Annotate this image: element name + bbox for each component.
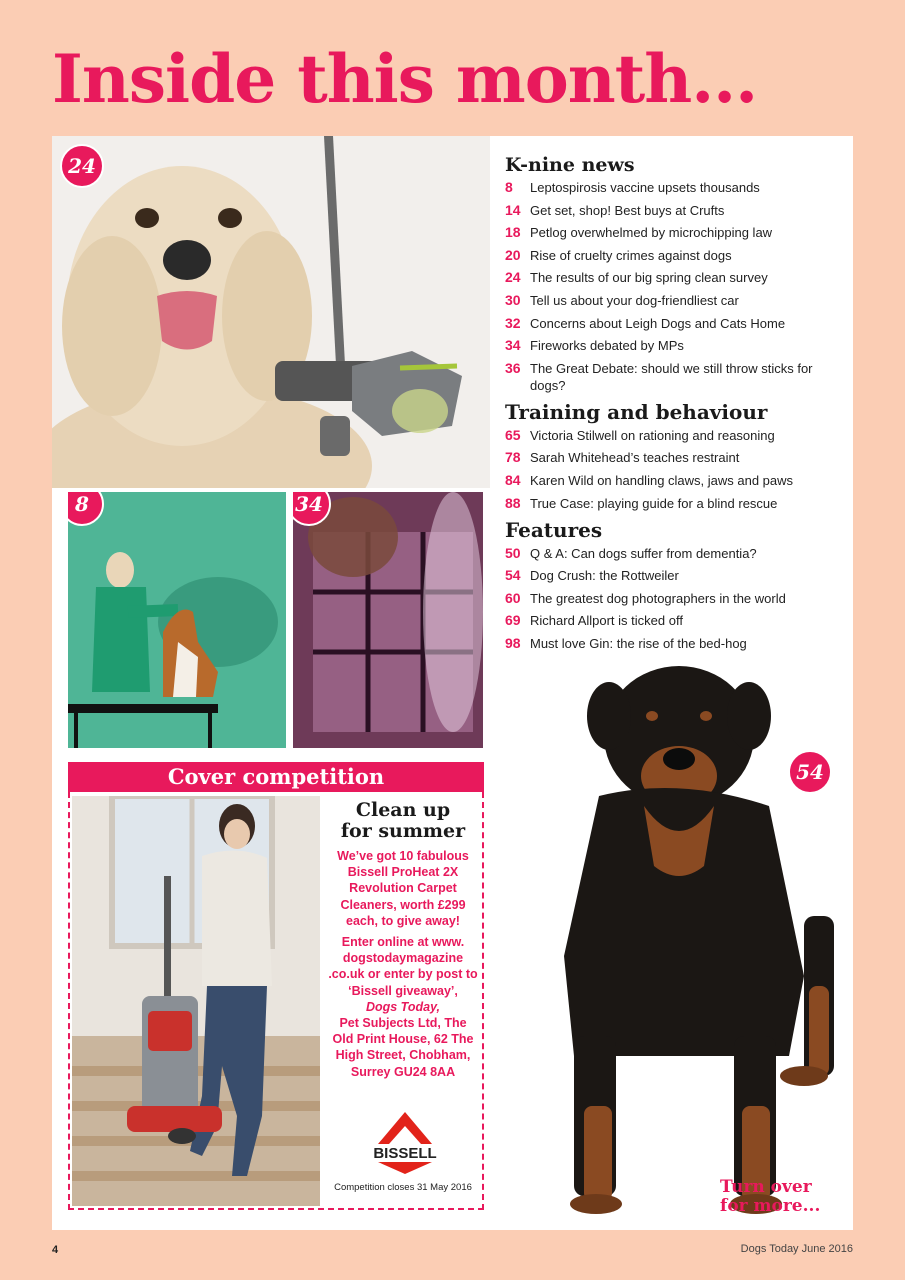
bissell-logo xyxy=(358,1112,452,1174)
competition-title-line1: Clean up xyxy=(355,799,451,821)
competition-title-line2: for summer xyxy=(340,820,466,842)
page-badge-8: 8 xyxy=(68,492,104,526)
toc-item[interactable] xyxy=(505,315,845,332)
toc-item[interactable] xyxy=(505,427,845,444)
toc-item-text: Get set, shop! Best buys at Crufts xyxy=(530,202,725,218)
toc-page-number: 98 xyxy=(505,634,521,651)
toc-page-number: 20 xyxy=(505,246,521,263)
page-badge-24: 24 xyxy=(60,144,104,188)
toc-item-text: True Case: playing guide for a blind rescue xyxy=(530,495,778,511)
toc-item-text: Tell us about your dog-friendliest car xyxy=(530,292,739,308)
toc-item[interactable] xyxy=(505,567,845,584)
toc-page-number: 60 xyxy=(505,589,521,606)
toc-item[interactable] xyxy=(505,269,845,286)
section-title: Features xyxy=(505,517,603,542)
toc-item-text: Concerns about Leigh Dogs and Cats Home xyxy=(530,315,786,331)
toc-page-number: 36 xyxy=(505,359,521,376)
woman-carpet-cleaner-photo xyxy=(72,796,320,1206)
entry-address: Pet Subjects Ltd, The Old Print House, 62 The High Street, Chobham, Surrey GU24 8AA xyxy=(332,1016,474,1079)
content-panel xyxy=(52,136,853,1230)
toc-item-text: Sarah Whitehead’s teaches restraint xyxy=(530,450,740,466)
section-title: K-nine news xyxy=(505,154,635,176)
toc-page-number: 54 xyxy=(505,567,521,584)
toc-page-number: 69 xyxy=(505,612,521,629)
toc-item-text: Q & A: Can dogs suffer from dementia? xyxy=(530,545,757,561)
toc-item[interactable] xyxy=(505,247,845,264)
toc-page-number: 50 xyxy=(505,544,521,561)
toc-item-text: Leptospirosis vaccine upsets thousands xyxy=(530,180,760,195)
table-of-contents xyxy=(505,148,845,658)
toc-page-number: 24 xyxy=(505,269,521,286)
competition-entry xyxy=(328,934,478,1080)
toc-item[interactable] xyxy=(505,635,845,652)
cover-competition xyxy=(68,762,484,1210)
toc-item-text: Karen Wild on handling claws, jaws and paws xyxy=(530,472,794,488)
toc-item-text: The results of our big spring clean survey xyxy=(530,270,768,286)
toc-page-number: 65 xyxy=(505,426,521,443)
bissell-wordmark: BISSELL xyxy=(373,1145,437,1162)
toc-item[interactable] xyxy=(505,202,845,219)
competition-offer: We’ve got 10 fabulous Bissell ProHeat 2X Revolution Carpet Cleaners, worth £299 each, to give away! xyxy=(337,849,469,928)
turn-over-line1: Turn over xyxy=(720,1177,812,1197)
toc-item[interactable] xyxy=(505,337,845,354)
toc-page-number: 8 xyxy=(505,179,513,195)
competition-title xyxy=(328,800,478,842)
toc-page-number: 30 xyxy=(505,291,521,308)
turn-over-line2: for more... xyxy=(720,1196,821,1216)
toc-page-number: 14 xyxy=(505,201,521,218)
toc-page-number: 18 xyxy=(505,224,521,241)
toc-page-number: 34 xyxy=(505,337,521,354)
toc-item[interactable] xyxy=(505,179,845,196)
fireworks-window-photo xyxy=(293,492,483,748)
competition-banner: Cover competition xyxy=(68,762,484,792)
toc-page-number: 84 xyxy=(505,471,521,488)
page-badge-54: 54 xyxy=(788,750,832,794)
section-title: Training and behaviour xyxy=(505,399,768,424)
toc-item-text: Dog Crush: the Rottweiler xyxy=(530,568,679,584)
toc-item-text: Richard Allport is ticked off xyxy=(530,613,683,629)
toc-item[interactable] xyxy=(505,472,845,489)
toc-item[interactable] xyxy=(505,292,845,309)
page-number: 4 xyxy=(52,1244,59,1256)
toc-item[interactable] xyxy=(505,495,845,512)
toc-item[interactable] xyxy=(505,449,845,466)
doodle-vacuum-photo xyxy=(52,136,490,488)
toc-page-number: 78 xyxy=(505,449,521,466)
toc-item[interactable] xyxy=(505,590,845,607)
section-training xyxy=(505,400,845,512)
vet-painting-photo xyxy=(68,492,286,748)
turn-over-note xyxy=(720,1178,850,1216)
toc-item[interactable] xyxy=(505,612,845,629)
toc-item-text: Fireworks debated by MPs xyxy=(530,338,684,354)
issue-label: Dogs Today June 2016 xyxy=(740,1243,853,1255)
toc-item-text: Must love Gin: the rise of the bed-hog xyxy=(530,635,747,651)
entry-magazine: Dogs Today, xyxy=(365,999,441,1014)
page-badge-34: 34 xyxy=(293,492,331,526)
toc-item-text: Rise of cruelty crimes against dogs xyxy=(530,247,732,263)
toc-item-text: The greatest dog photographers in the world xyxy=(530,590,786,606)
competition-closes: Competition closes 31 May 2016 xyxy=(334,1182,472,1193)
page-headline: Inside this month... xyxy=(52,40,758,118)
rottweiler-photo xyxy=(504,656,853,1230)
toc-item[interactable] xyxy=(505,545,845,562)
section-k-nine-news xyxy=(505,154,845,394)
toc-page-number: 32 xyxy=(505,314,521,331)
toc-item-text: The Great Debate: should we still throw sticks for dogs? xyxy=(530,360,813,393)
section-features xyxy=(505,518,845,652)
toc-item[interactable] xyxy=(505,224,845,241)
toc-item[interactable] xyxy=(505,360,845,394)
toc-item-text: Victoria Stilwell on rationing and reasoning xyxy=(530,427,775,443)
toc-item-text: Petlog overwhelmed by microchipping law xyxy=(530,225,773,241)
entry-intro: Enter online at www. dogstodaymagazine .co.uk or enter by post to ‘Bissell giveaway’, xyxy=(328,935,478,998)
toc-page-number: 88 xyxy=(505,494,521,511)
